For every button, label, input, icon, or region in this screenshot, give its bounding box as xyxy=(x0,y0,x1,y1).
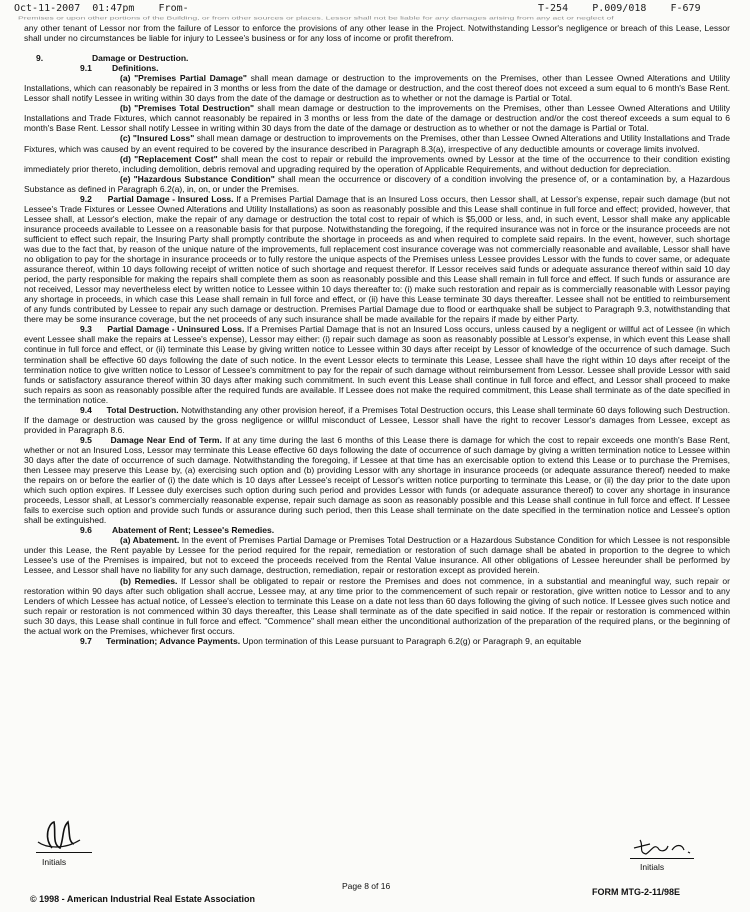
initials-line-left xyxy=(36,852,92,853)
section-9-6-b: (b) Remedies. If Lessor shall be obligated to repair or restore the Premises and does not commence, in a substantial and meaningful way, such repair or restoration within 90 days after such obligation shall accrue, Lessee may, at any time prior to the commencement of such repair or restoration, give written notice to Lessor and to any Lenders of which Lessee has actual notice, of Lessee's election to terminate this Lease on a date not less than 60 days following the giving of such notice. If Lessee gives such notice and such repair or restoration is not commenced within 30 days thereafter, this Lease shall terminate as of the date specified in said notice. If the repair or restoration is commenced within such 30 days, this Lease shall continue in full force and effect. "Commence" shall mean either the unconditional authorization of the preparation of the required plans, or the beginning of the actual work on the Premises, whichever first occurs. xyxy=(24,575,731,636)
initials-box-right xyxy=(628,836,698,858)
fax-date: Oct-11-2007 01:47pm From- xyxy=(14,3,189,14)
handwritten-initials-left xyxy=(34,818,86,852)
section-9-3: 9.3 Partial Damage - Uninsured Loss. If a Premises Partial Damage that is not an Insured Loss occurs, unless caused by a negligent or willful act of Lessee (in which event Lessee shall make the repairs at Lessee's expense), Lessor may either: (i) repair such damage as soon as reasonably possible at Lessor's expense, in which event this Lease shall continue in full force and effect, or (ii) terminate this Lease by giving written notice to Lessee within 30 days after receipt by Lessor of knowledge of the occurrence of such damage. Such termination shall be effective 60 days following the date of such notice. In the event Lessor elects to terminate this Lease, Lessee shall have the right within 10 days after receipt of the termination notice to give written notice to Lessor of Lessee's commitment to pay for the repair of such damage without reimbursement from Lessor. Lessee shall provide Lessor with said funds or satisfactory assurance thereof within 30 days after making such commitment. In such event this Lease shall continue in full force and effect, and Lessor shall proceed to make such repairs as soon as reasonably possible after the required funds are available. If Lessee does not make the required commitment, this Lease shall terminate as of the date specified in the termination notice. xyxy=(24,324,731,405)
intro-paragraph: any other tenant of Lessor nor from the failure of Lessor to enforce the provisions of any other lease in the Project. Notwithstanding Lessor's negligence or breach of this Lease, Lessor shall under no circumstances be liable for injury to Lessee's business or for any loss of income or profit therefrom. xyxy=(24,23,730,44)
definition-a: (a) "Premises Partial Damage" shall mean damage or destruction to the improvements on the Premises, other than Lessee Owned Alterations and Utility Installations, which can reasonably be repaired in 3 months or less from the date of the damage or destruction, and the cost thereof does not exceed a sum equal to 6 month's Base Rent. Lessor shall notify Lessee in writing within 30 days from the date of the damage or destruction as to whether or not the damage is Partial or Total. xyxy=(24,73,730,104)
section-9-1-heading: 9.1 Definitions. xyxy=(80,63,159,74)
page-number: Page 8 of 16 xyxy=(342,881,391,891)
initials-label-left: Initials xyxy=(42,857,67,867)
cutoff-line: Premises or upon other portions of the Building, or from other sources or places. Lessor shall not be liable for any damages arising from any act or neglect of xyxy=(18,15,614,21)
definition-b: (b) "Premises Total Destruction" shall mean damage or destruction to the improvements on the Premises, other than Lessee Owned Alterations and Utility Installations and Trade Fixtures, which cannot reasonably be repaired in 3 months or less from the date of the damage or destruction and/or the cost thereof exceeds a sum equal to 6 month's Base Rent. Lessor shall notify Lessee in writing within 30 days from the date of the damage or destruction as to whether or not the damage is Partial or Total. xyxy=(24,103,730,134)
section-9-6-a: (a) Abatement. In the event of Premises Partial Damage or Premises Total Destruction or a Hazardous Substance Condition for which Lessee is not responsible under this Lease, the Rent payable by Lessee for the period required for the repair, remediation or restoration of such damage shall be abated in proportion to the degree to which Lessee's use of the Premises is impaired, but not to exceed the proceeds received from the Rental Value insurance. All other obligations of Lessee hereunder shall be performed by Lessee, and Lessor shall have no liability for any such damage, destruction, remediation, repair or restoration except as provided herein. xyxy=(24,535,731,576)
copyright: © 1998 - American Industrial Real Estate Association xyxy=(30,894,256,904)
section-9-6-heading: 9.6 Abatement of Rent; Lessee's Remedies. xyxy=(80,525,275,536)
definition-c: (c) "Insured Loss" shall mean damage or destruction to improvements on the Premises, other than Lessee Owned Alterations and Utility Installations and Trade Fixtures, which was caused by an event required to be covered by the insurance described in Paragraph 8.3(a), irrespective of any deductible amounts or coverage limits involved. xyxy=(24,133,731,154)
section-9-7: 9.7 Termination; Advance Payments. Upon termination of this Lease pursuant to Paragraph 6.2(g) or Paragraph 9, an equitable xyxy=(80,635,582,646)
form-number: FORM MTG-2-11/98E xyxy=(592,887,681,897)
lease-document xyxy=(24,23,730,646)
section-9-2: 9.2 Partial Damage - Insured Loss. If a Premises Partial Damage that is an Insured Loss occurs, then Lessor shall, at Lessor's expense, repair such damage (but not Lessee's Trade Fixtures or Lessee Owned Alterations and Utility Installations) as soon as reasonably possible and this Lease shall continue in full force and effect; provided, however, that Lessee shall, at Lessor's election, make the repair of any damage or destruction the total cost to repair of which is $5,000 or less, and, in such event, Lessor shall make any applicable insurance proceeds available to Lessee on a reasonable basis for that purpose. Notwithstanding the foregoing, if the required insurance was not in force or the insurance proceeds are not sufficient to effect such repair, the Insuring Party shall promptly contribute the shortage in proceeds as and when required to complete said repairs. In the event, however, such shortage was due to the fact that, by reason of the unique nature of the improvements, full replacement cost insurance coverage was not commercially reasonable and available, Lessor shall have no obligation to pay for the shortage in insurance proceeds or to fully restore the unique aspects of the Premises unless Lessee provides Lessor with the funds to cover same, or adequate assurance thereof, within 10 days following receipt of written notice of such shortage and request therefor. If Lessor receives said funds or adequate assurance thereof within said 10 day period, the party responsible for making the repairs shall complete them as soon as reasonably possible and this Lease shall remain in full force and effect. If such funds or assurance are not received, Lessor may nevertheless elect by written notice to Lessee within 10 days thereafter to: (i) make such restoration and repair as is commercially reasonable with Lessor paying any shortage in proceeds, in which case this Lease shall remain in full force and effect, or (ii) have this Lease terminate 30 days thereafter. Lessee shall not be entitled to reimbursement of any funds contributed by Lessee to repair any such damage or destruction. Premises Partial Damage due to flood or earthquake shall be subject to Paragraph 9.3, notwithstanding that there may be some insurance coverage, but the net proceeds of any such insurance shall be made available for the repairs if made by either Party. xyxy=(24,193,730,325)
initials-label-right: Initials xyxy=(640,862,665,872)
definition-e: (e) "Hazardous Substance Condition" shall mean the occurrence or discovery of a condition involving the presence of, or a contamination by, a Hazardous Substance as defined in Paragraph 6.2(a), in, on, or under the Premises. xyxy=(24,173,731,194)
initials-box-left xyxy=(34,818,86,852)
section-9-5: 9.5 Damage Near End of Term. If at any time during the last 6 months of this Lease there is damage for which the cost to repair exceeds one month's Base Rent, whether or not an Insured Loss, Lessor may terminate this Lease effective 60 days following the date of occurrence of such damage by giving a written termination notice to Lessee within 30 days after the date of occurrence of such damage. Notwithstanding the foregoing, if Lessee at that time has an exercisable option to extend this Lease or to purchase the Premises, then Lessee may preserve this Lease by, (a) exercising such option and (b) providing Lessor with any shortage in insurance proceeds (or adequate assurance thereof) needed to make the repairs on or before the earlier of (i) the date which is 10 days after Lessee's receipt of Lessor's written notice purporting to terminate this Lease, or (ii) the day prior to the date upon which such option expires. If Lessee duly exercises such option during such period and provides Lessor with funds (or adequate assurance thereof) to cover any shortage in insurance proceeds, Lessor shall, at Lessor's commercially reasonable expense, repair such damage as soon as reasonably possible and this Lease shall continue in full force and effect. If Lessee fails to exercise such option and provide such funds or assurance during such period, then this Lease shall terminate on the date specified in the termination notice and Lessee's option shall be extinguished. xyxy=(24,434,731,526)
definition-d: (d) "Replacement Cost" shall mean the cost to repair or rebuild the improvements owned by Lessor at the time of the occurrence to their condition existing immediately prior thereto, including demolition, debris removal and upgrading required by the operation of Applicable Requirements, and without deduction for depreciation. xyxy=(24,153,730,174)
section-9-heading: 9. Damage or Destruction. xyxy=(36,53,189,64)
fax-job-info: T-254 P.009/018 F-679 xyxy=(538,3,701,14)
section-9-4: 9.4 Total Destruction. Notwithstanding any other provision hereof, if a Premises Total Destruction occurs, this Lease shall terminate 60 days following such Destruction. If the damage or destruction was caused by the gross negligence or willful misconduct of Lessee, Lessor shall have the right to recover Lessor's damages from Lessee, except as provided in Paragraph 8.6. xyxy=(24,404,731,435)
initials-line-right xyxy=(630,858,694,859)
handwritten-initials-right xyxy=(628,836,698,858)
